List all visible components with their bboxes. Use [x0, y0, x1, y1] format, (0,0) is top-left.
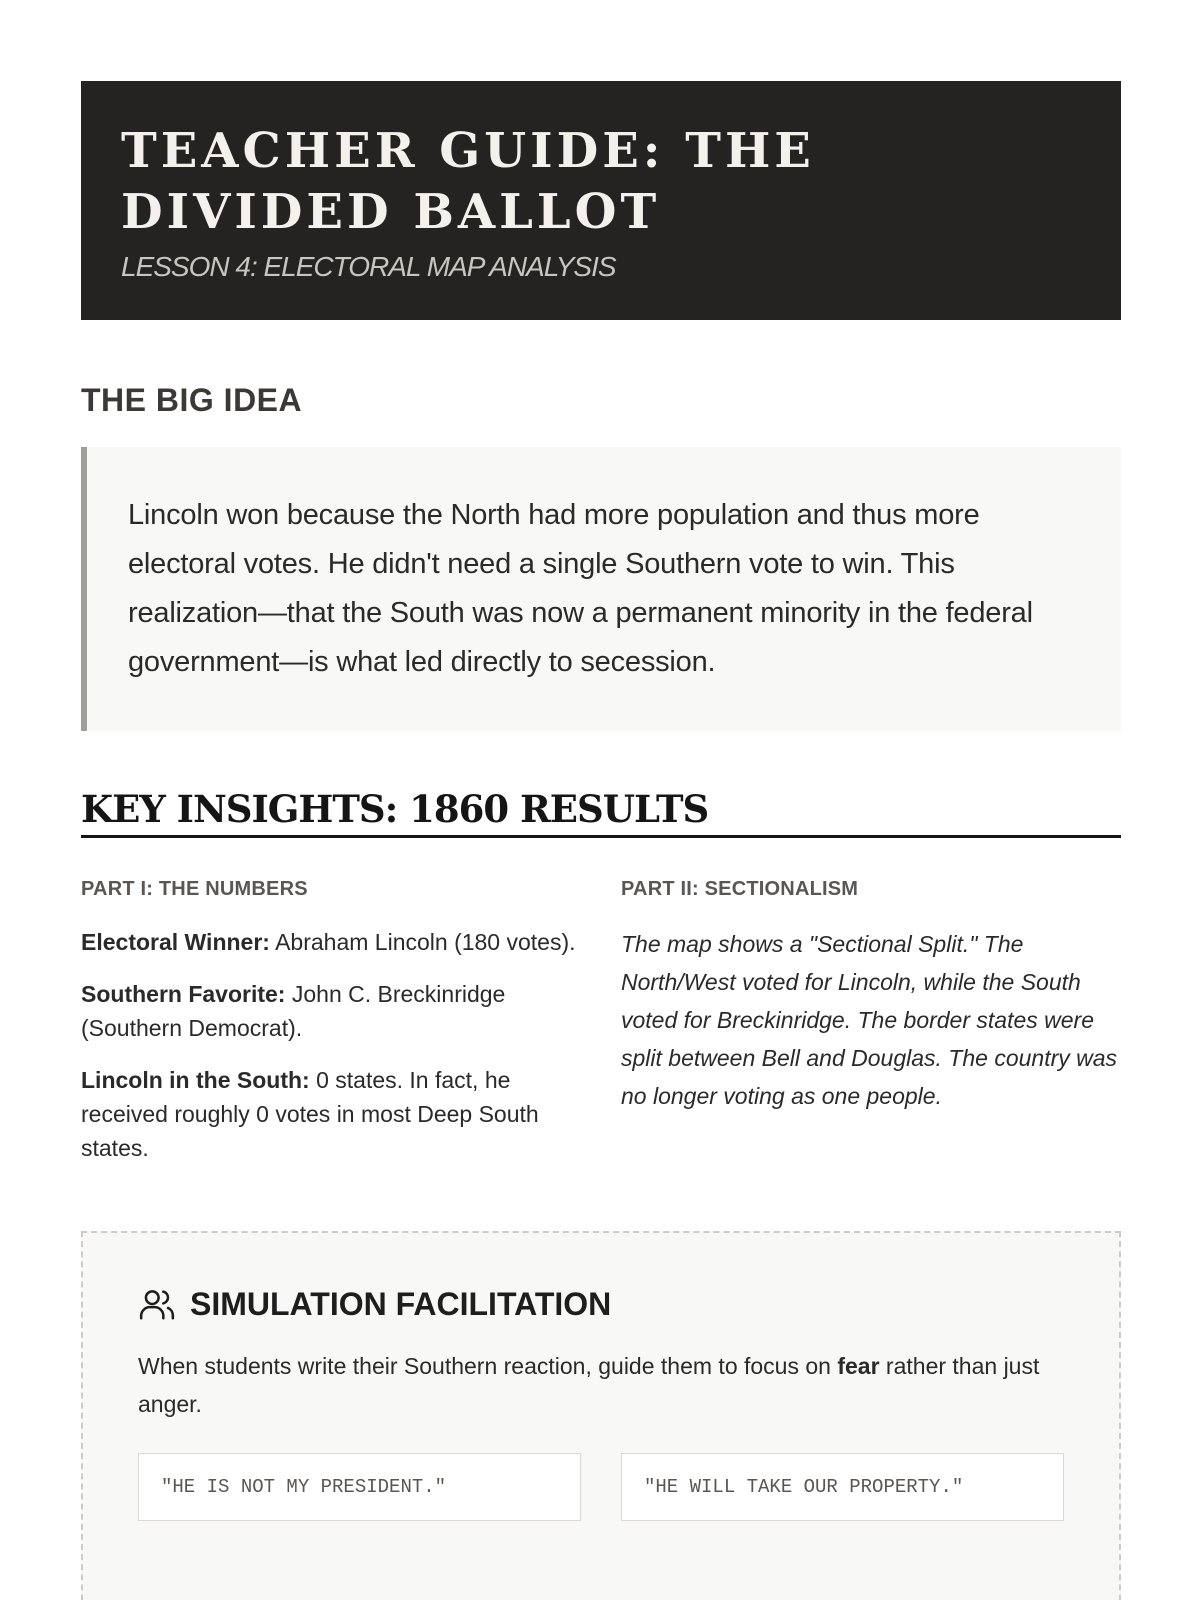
- part-one-column: [81, 878, 581, 1183]
- fact-value: 0 states. In fact, he received roughly 0 votes in most Deep South states.: [81, 1067, 539, 1161]
- page-subtitle: LESSON 4: ELECTORAL MAP ANALYSIS: [121, 251, 616, 282]
- simulation-instructions: [138, 1347, 1064, 1423]
- big-idea-text: Lincoln won because the North had more population and thus more electoral votes. He didn't need a single Southern vote to win. This realization—that the South was now a permanent minority in the federal government—is what led directly to secession.: [128, 499, 1033, 678]
- insights-columns: [81, 878, 1121, 1183]
- sectionalism-text: The map shows a "Sectional Split." The North/West voted for Lincoln, while the South voted for Breckinridge. The border states were split between Bell and Douglas. The country was no longer voting as one people.: [621, 931, 1118, 1109]
- big-idea-heading: THE BIG IDEA: [81, 382, 303, 418]
- simulation-heading-text: SIMULATION FACILITATION: [190, 1285, 612, 1322]
- fact-label: Electoral Winner:: [81, 929, 270, 955]
- instructions-text-end: rather than just anger.: [138, 1353, 1040, 1417]
- fact-value: Abraham Lincoln (180 votes).: [269, 929, 576, 955]
- fact-electoral-winner: [81, 925, 581, 959]
- instructions-text: When students write their Southern reaction, guide them to focus on: [138, 1353, 838, 1379]
- part-one-label: PART I: THE NUMBERS: [81, 878, 308, 900]
- simulation-facilitation-box: [81, 1231, 1121, 1600]
- fact-label: Lincoln in the South:: [81, 1067, 310, 1093]
- quote-cards: [138, 1453, 1064, 1521]
- part-two-column: [621, 878, 1121, 1183]
- instructions-emphasis: fear: [837, 1353, 880, 1379]
- key-insights-heading: KEY INSIGHTS: 1860 RESULTS: [81, 789, 1121, 838]
- fact-southern-favorite: [81, 977, 581, 1045]
- part-two-label: PART II: SECTIONALISM: [621, 878, 859, 900]
- quote-card: "HE WILL TAKE OUR PROPERTY.": [621, 1453, 1064, 1521]
- users-icon: [138, 1285, 176, 1323]
- header-banner: [81, 81, 1121, 320]
- fact-lincoln-south: [81, 1063, 581, 1165]
- quote-card: "HE IS NOT MY PRESIDENT.": [138, 1453, 581, 1521]
- simulation-heading: [138, 1285, 1064, 1323]
- big-idea-callout: [81, 447, 1121, 731]
- fact-value: John C. Breckinridge (Southern Democrat).: [81, 981, 506, 1041]
- page-title: TEACHER GUIDE: THE DIVIDED BALLOT: [121, 123, 815, 240]
- teacher-guide-page: [81, 81, 1121, 1600]
- fact-label: Southern Favorite:: [81, 981, 286, 1007]
